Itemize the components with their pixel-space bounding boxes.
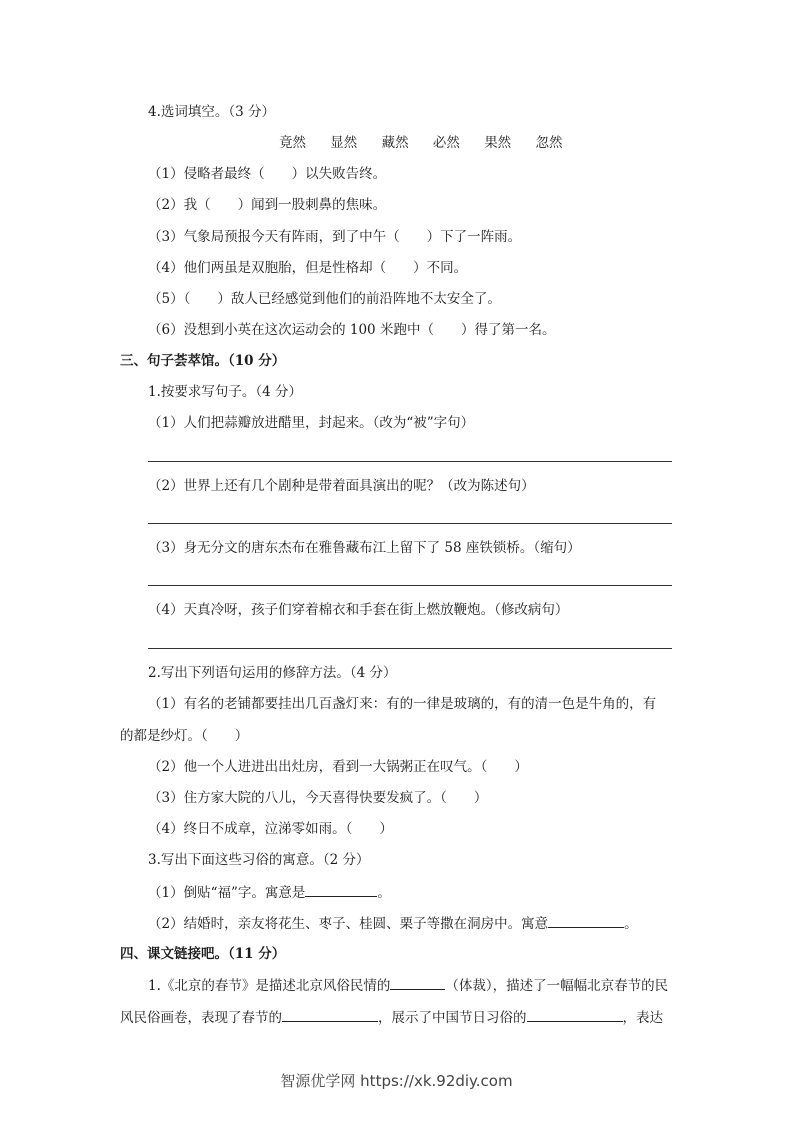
answer-blank[interactable] bbox=[282, 1007, 378, 1022]
punct: 。 bbox=[377, 885, 391, 901]
answer-line[interactable] bbox=[148, 523, 672, 524]
s3-q3-item-1-text: （1）倒贴“福”字。寓意是 bbox=[148, 885, 306, 901]
s3-q3-item-2-text: （2）结婚时，亲友将花生、枣子、桂圆、栗子等撒在洞房中。寓意 bbox=[148, 916, 549, 932]
s3-q1-item-3: （3）身无分文的唐东杰布在雅鲁藏布江上留下了 58 座铁锁桥。（缩句） bbox=[148, 540, 581, 556]
s4-q1-text-b: （体裁），描述了一幅幅北京春节的民 bbox=[445, 978, 669, 994]
punct: 。 bbox=[624, 916, 638, 932]
section3-heading: 三、句子荟萃馆。（10 分） bbox=[120, 353, 286, 369]
s3-q2-item-1-line2: 的都是纱灯。（ ） bbox=[120, 728, 249, 744]
answer-line[interactable] bbox=[148, 585, 672, 586]
q4-item-4: （4）他们两虽是双胞胎，但是性格却（ ）不同。 bbox=[148, 260, 468, 276]
s3-q2-item-2: （2）他一个人进进出出灶房，看到一大锅粥正在叹气。（ ） bbox=[148, 759, 528, 775]
s3-q1-title: 1.按要求写句子。（4 分） bbox=[148, 384, 303, 400]
answer-blank[interactable] bbox=[527, 1007, 623, 1022]
q4-item-6: （6）没想到小英在这次运动会的 100 米跑中（ ）得了第一名。 bbox=[148, 322, 556, 338]
word-option: 忽然 bbox=[535, 135, 563, 151]
s4-q1-text-c: 风民俗画卷，表现了春节的 bbox=[120, 1010, 282, 1026]
q4-title: 4.选词填空。（3 分） bbox=[148, 104, 276, 120]
answer-blank[interactable] bbox=[548, 913, 624, 928]
answer-line[interactable] bbox=[148, 461, 672, 462]
section4-heading: 四、课文链接吧。（11 分） bbox=[120, 946, 286, 962]
answer-blank[interactable] bbox=[305, 882, 377, 897]
s3-q3-title: 3.写出下面这些习俗的寓意。（2 分） bbox=[148, 852, 370, 868]
s3-q1-item-2: （2）世界上还有几个剧种是带着面具演出的呢？（改为陈述句） bbox=[148, 478, 535, 494]
answer-line[interactable] bbox=[148, 648, 672, 649]
footer-watermark: 智源优学网 https://xk.92diy.com bbox=[280, 1072, 513, 1090]
s3-q3-item-1 bbox=[148, 882, 391, 903]
word-option: 果然 bbox=[484, 135, 512, 151]
q4-item-2: （2）我（ ）闻到一股刺鼻的焦味。 bbox=[148, 197, 387, 213]
s3-q2-item-1-line1: （1）有名的老铺都要挂出几百盏灯来：有的一律是玻璃的，有的清一色是牛角的，有 bbox=[148, 696, 657, 712]
s4-q1-text-a: 1.《北京的春节》是描述北京风俗民情的 bbox=[148, 978, 391, 994]
s4-q1-text-e: ，表达 bbox=[622, 1010, 663, 1026]
s3-q1-item-4: （4）天真冷呀，孩子们穿着棉衣和手套在街上燃放鞭炮。（修改病句） bbox=[148, 602, 569, 618]
s3-q2-title: 2.写出下列语句运用的修辞方法。（4 分） bbox=[148, 665, 397, 681]
q4-item-5: （5）（ ）敌人已经感觉到他们的前沿阵地不太安全了。 bbox=[148, 291, 501, 307]
s3-q2-item-4: （4）终日不成章，泣涕零如雨。（ ） bbox=[148, 821, 393, 837]
word-option: 显然 bbox=[330, 135, 358, 151]
q4-word-bank bbox=[279, 133, 582, 153]
s4-q1-line1 bbox=[148, 975, 668, 996]
word-option: 藏然 bbox=[381, 135, 409, 151]
s3-q3-item-2 bbox=[148, 913, 638, 934]
s4-q1-text-d: ，展示了中国节日习俗的 bbox=[378, 1010, 527, 1026]
q4-item-3: （3）气象局预报今天有阵雨，到了中午（ ）下了一阵雨。 bbox=[148, 229, 522, 245]
answer-blank[interactable] bbox=[390, 975, 445, 990]
q4-item-1: （1）侵略者最终（ ）以失败告终。 bbox=[148, 166, 387, 182]
word-option: 竟然 bbox=[279, 135, 306, 151]
s4-q1-line2 bbox=[120, 1007, 663, 1028]
s3-q1-item-1: （1）人们把蒜瓣放进醋里，封起来。（改为“被”字句） bbox=[148, 415, 475, 431]
word-option: 必然 bbox=[432, 135, 460, 151]
s3-q2-item-3: （3）住方家大院的八儿，今天喜得快要发疯了。（ ） bbox=[148, 790, 488, 806]
